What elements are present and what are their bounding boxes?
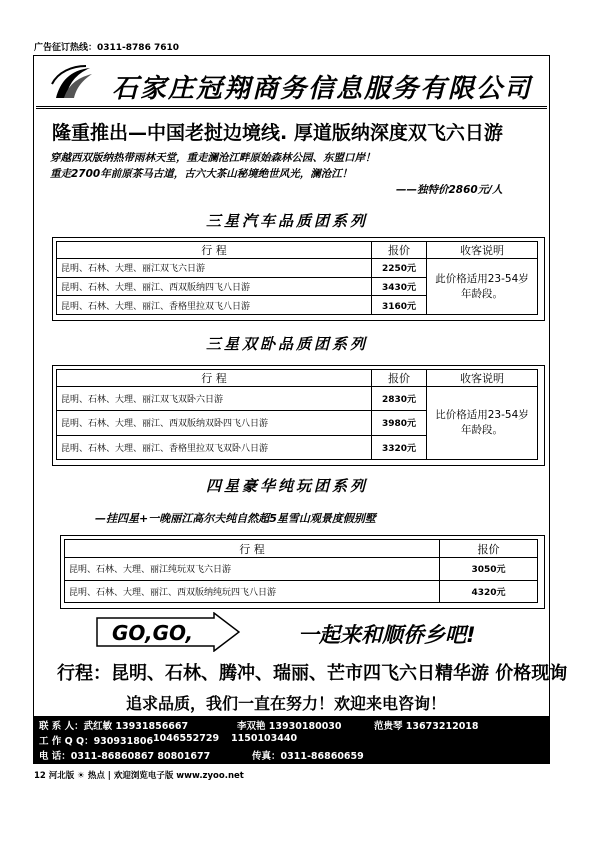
section-2-box xyxy=(52,365,545,466)
price-cell: 3980元 xyxy=(372,411,427,435)
note-cell: 此价格适用23-54岁年龄段。 xyxy=(427,259,538,315)
go-text: GO,GO, xyxy=(112,621,194,645)
route-cell: 昆明、石林、大理、丽江、香格里拉双飞八日游 xyxy=(57,296,372,315)
route-cell: 昆明、石林、大理、丽江纯玩双飞六日游 xyxy=(65,558,440,581)
header-divider xyxy=(36,106,547,109)
company-name: 石家庄冠翔商务信息服务有限公司 xyxy=(112,74,533,104)
table-row xyxy=(65,580,538,603)
contact-row-1 xyxy=(39,718,479,732)
col-header-note: 收客说明 xyxy=(427,242,538,259)
price-cell: 4320元 xyxy=(440,580,538,603)
contact-bar xyxy=(34,716,549,763)
section-title-1: 三星汽车品质团系列 xyxy=(206,212,369,230)
section-1-box xyxy=(52,237,545,321)
intro-line-2: 重走2700年前原茶马古道，古六大茶山秘境绝世风光，澜沧江！ xyxy=(50,168,353,180)
fax-number: 传真：0311-86860659 xyxy=(252,751,364,762)
contact-row-2 xyxy=(39,733,298,747)
section-title-3: 四星豪华纯玩团系列 xyxy=(206,477,369,495)
col-header-price: 报价 xyxy=(372,370,427,387)
price-cell: 3160元 xyxy=(372,296,427,315)
route-cell: 昆明、石林、大理、丽江、香格里拉双飞双卧八日游 xyxy=(57,435,372,459)
col-header-route: 行 程 xyxy=(65,540,440,558)
table-row xyxy=(65,558,538,581)
intro-line-1: 穿越西双版纳热带雨林天堂，重走澜沧江畔原始森林公园、东盟口岸！ xyxy=(50,152,376,164)
contact-row-3 xyxy=(39,748,364,762)
qq-1: 工 作 Q Q：930931806 xyxy=(39,736,154,747)
route-cell: 昆明、石林、大理、丽江、西双版纳双卧四飞八日游 xyxy=(57,411,372,435)
col-header-price: 报价 xyxy=(372,242,427,259)
price-cell: 2250元 xyxy=(372,259,427,278)
col-header-note: 收客说明 xyxy=(427,370,538,387)
route-cell: 昆明、石林、大理、丽江双飞六日游 xyxy=(57,259,372,278)
contact-person-3: 范贵琴 13673212018 xyxy=(374,721,479,732)
contact-person-1: 联 系 人：武红敏 13931856667 xyxy=(39,721,189,732)
col-header-price: 报价 xyxy=(440,540,538,558)
table-row xyxy=(57,259,538,278)
price-table-3 xyxy=(64,539,538,603)
price-table-2 xyxy=(56,369,538,460)
contact-person-2: 李双艳 13930180030 xyxy=(237,721,342,732)
slogan: 一起来和顺侨乡吧! xyxy=(298,623,476,647)
note-cell: 比价格适用23-54岁年龄段。 xyxy=(427,387,538,460)
intro-line-3: ——独特价2860元/人 xyxy=(396,184,503,196)
page-footer: 12 河北版 ☀ 热点 | 欢迎浏览电子版 www.zyoo.net xyxy=(34,771,244,781)
price-cell: 3430元 xyxy=(372,277,427,296)
tagline: 追求品质，我们一直在努力！欢迎来电咨询！ xyxy=(126,694,447,713)
qq-3: 1150103440 xyxy=(231,733,298,744)
col-header-route: 行 程 xyxy=(57,242,372,259)
phone-numbers: 电 话：0311-86860867 80801677 xyxy=(39,751,211,762)
price-cell: 3050元 xyxy=(440,558,538,581)
price-cell: 2830元 xyxy=(372,387,427,411)
table-row xyxy=(57,387,538,411)
route-cell: 昆明、石林、大理、丽江双飞双卧六日游 xyxy=(57,387,372,411)
hotline-text: 广告征订热线：0311-8786 7610 xyxy=(34,43,180,53)
price-cell: 3320元 xyxy=(372,435,427,459)
route-cell: 昆明、石林、大理、丽江、西双版纳四飞八日游 xyxy=(57,277,372,296)
section-title-2: 三星双卧品质团系列 xyxy=(206,335,369,353)
company-logo-icon xyxy=(50,64,96,102)
price-table-1 xyxy=(56,241,538,315)
section-3-box xyxy=(60,535,545,609)
col-header-route: 行 程 xyxy=(57,370,372,387)
headline: 隆重推出—中国老挝边境线. 厚道版纳深度双飞六日游 xyxy=(52,122,503,144)
qq-2: 1046552729 xyxy=(153,733,220,744)
route-cell: 昆明、石林、大理、丽江、西双版纳纯玩四飞八日游 xyxy=(65,580,440,603)
section-3-subtitle: —挂四星+一晚丽江高尔夫纯自然超5星雪山观景度假别墅 xyxy=(95,512,376,525)
itinerary-line: 行程：昆明、石林、腾冲、瑞丽、芒市四飞六日精华游 价格现询 xyxy=(57,663,568,684)
